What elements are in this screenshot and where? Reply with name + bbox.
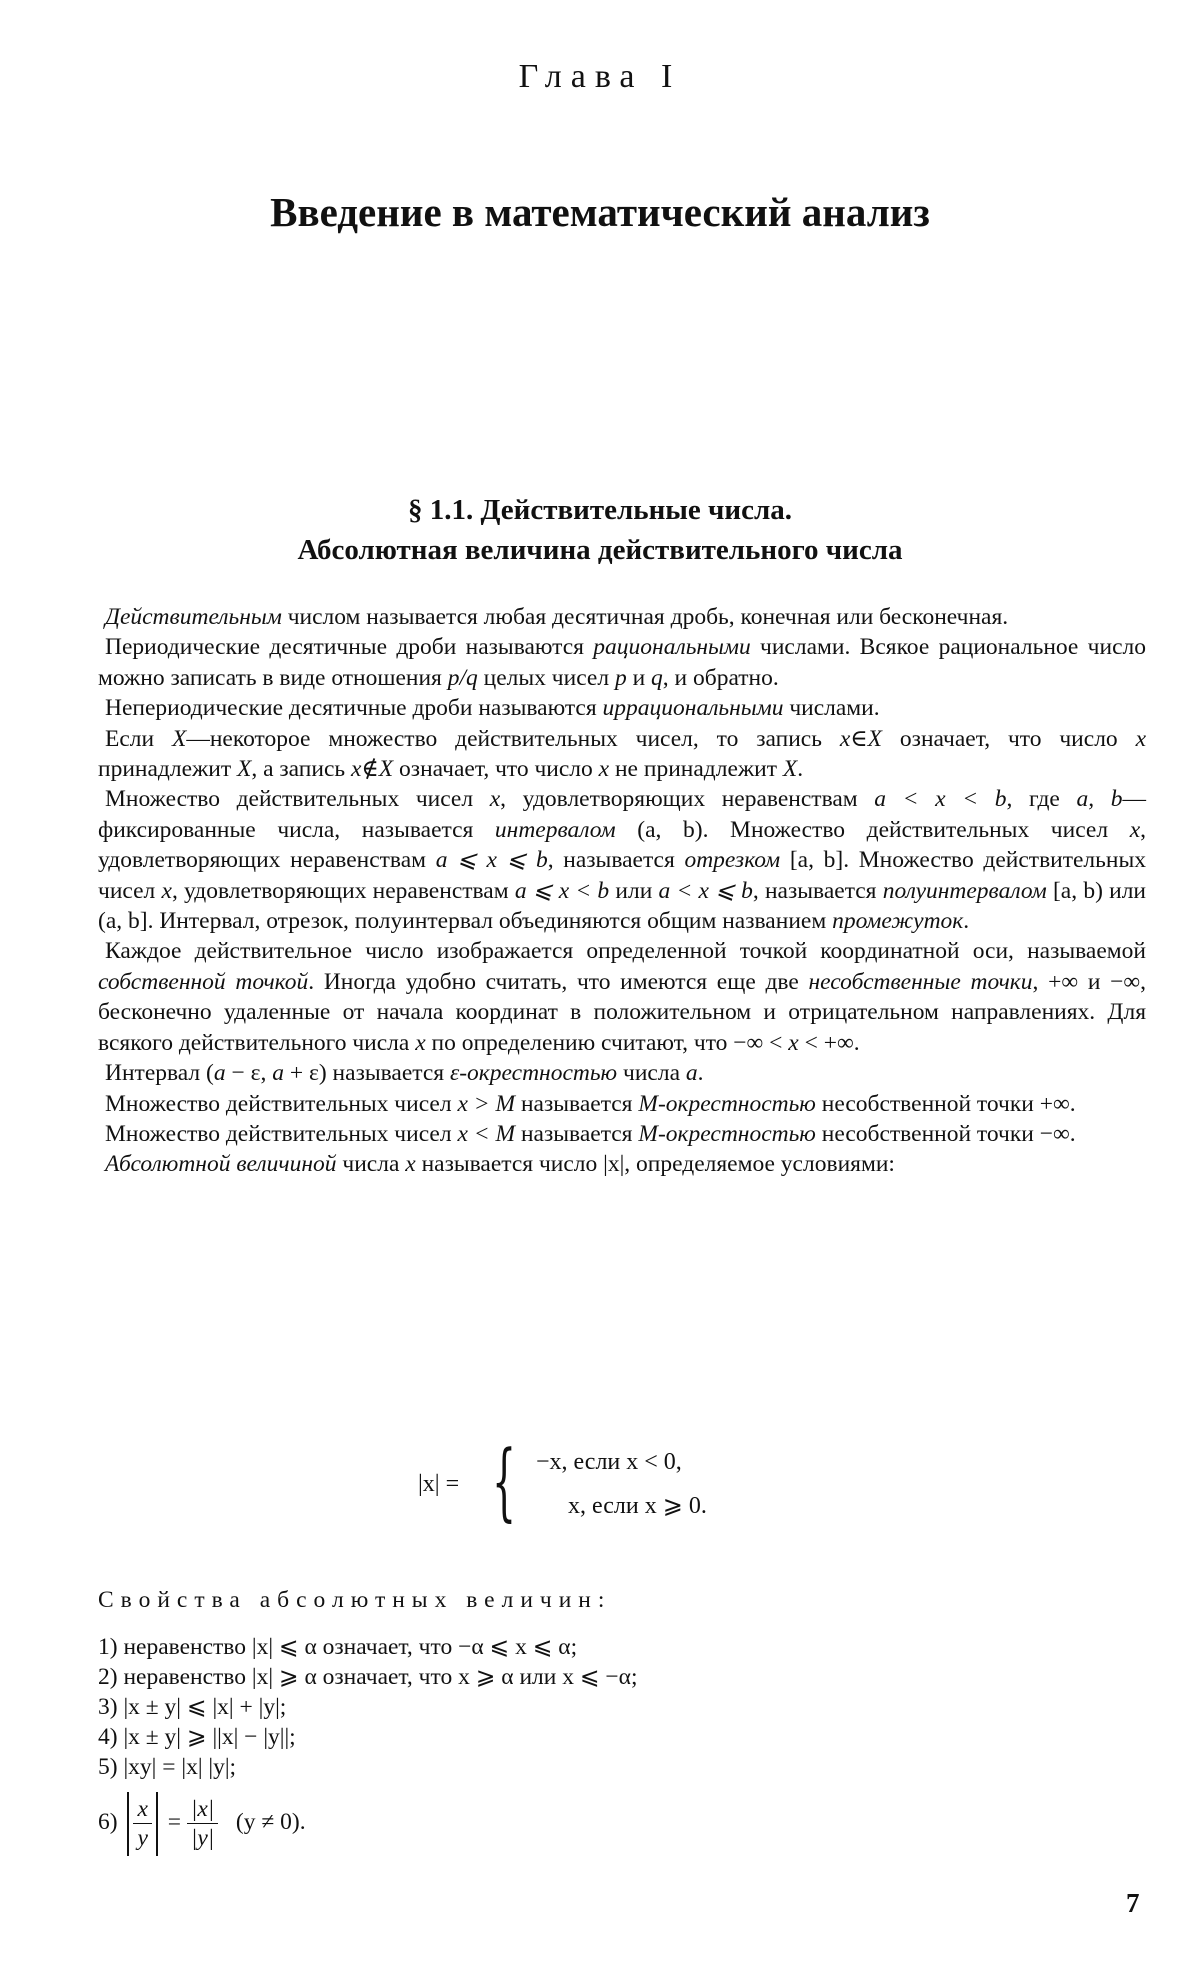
text-run: , +∞ и −∞, бесконечно удаленные от начала координат в положительном и отрицательном направлениях. Для всякого действительного числа	[98, 968, 1146, 1056]
text-run: .	[963, 908, 970, 935]
emphasized-term: несобственные точки	[808, 968, 1033, 995]
text-run: и	[626, 664, 652, 691]
emphasized-term: x	[489, 786, 501, 813]
property-item: 1) неравенство |x| ⩽ α означает, что −α ⩽ x ⩽ α;	[98, 1634, 578, 1660]
text-run: (a, b). Множество действительных чисел	[615, 816, 1130, 843]
emphasized-term: a	[685, 1060, 698, 1087]
text-run: , и обратно.	[662, 664, 779, 691]
emphasized-term: a	[272, 1060, 284, 1087]
paragraph	[98, 784, 1146, 936]
text-run: или	[609, 877, 659, 904]
properties-list	[98, 1632, 638, 1862]
property-item: 5) |xy| = |x| |y|;	[98, 1754, 237, 1780]
chapter-title: Введение в математический анализ	[270, 189, 930, 235]
emphasized-term: промежуток	[832, 908, 964, 935]
text-run: означает, что число	[882, 725, 1136, 752]
formula-case-2: x, если x ⩾ 0.	[568, 1493, 707, 1519]
emphasized-term: рациональными	[593, 634, 751, 661]
chapter-heading: Глава I	[518, 58, 682, 95]
abs-bar-left	[127, 1792, 129, 1856]
paragraph	[98, 1089, 1146, 1119]
emphasized-term: x	[1135, 725, 1146, 752]
text-run: означает, что число	[393, 756, 599, 783]
text-run: по определению считают, что −∞ <	[425, 1029, 789, 1056]
section-heading	[0, 490, 1200, 570]
paragraph	[98, 1149, 1146, 1179]
text-run: , удовлетворяющих неравенствам	[98, 816, 1146, 874]
text-run: , где	[1006, 786, 1077, 813]
fraction-numerator: x	[133, 1795, 151, 1824]
text-run: Каждое действительное число изображается определенной точкой координатной оси, называемой	[105, 938, 1146, 965]
text-run: . Иногда удобно считать, что имеются еще две	[308, 968, 809, 995]
text-run: Если	[105, 725, 172, 752]
emphasized-term: x > M	[457, 1090, 516, 1117]
text-run: несобственной точки −∞.	[815, 1120, 1076, 1147]
paragraph	[98, 602, 1146, 632]
text-run: Интервал (	[105, 1060, 214, 1087]
property-item-6	[98, 1782, 638, 1862]
text-run: —фиксированные числа, называется	[98, 786, 1146, 843]
text-run: Периодические десятичные дроби называются	[105, 634, 594, 661]
fraction-denominator: |y|	[190, 1825, 215, 1852]
text-run: несобственной точки +∞.	[815, 1090, 1076, 1117]
text-run: − ε,	[225, 1060, 273, 1087]
emphasized-term: Действительным	[105, 604, 282, 630]
emphasized-term: q	[651, 664, 663, 691]
emphasized-term: x∉X	[350, 756, 394, 783]
emphasized-term: ε-окрестностью	[449, 1060, 618, 1087]
paragraph	[98, 1119, 1146, 1149]
text-run: Непериодические десятичные дроби называются	[105, 695, 603, 722]
text-run: , удовлетворяющих неравенствам	[171, 877, 515, 904]
text-run: Множество действительных чисел	[105, 786, 490, 813]
emphasized-term: x∈X	[839, 725, 883, 752]
emphasized-term: полуинтервалом	[882, 877, 1047, 904]
text-run: [a, b) или (a, b]. Интервал, отрезок, полуинтервал объединяются общим названием	[98, 877, 1146, 935]
paragraph	[98, 936, 1146, 1058]
emphasized-term: X	[782, 756, 798, 783]
emphasized-term: x	[788, 1029, 799, 1056]
emphasized-term: Абсолютной величиной	[105, 1151, 337, 1178]
section-heading-line-2: Абсолютная величина действительного числа	[297, 534, 903, 566]
text-run: , а запись	[251, 756, 351, 783]
fraction-numerator: |x|	[187, 1795, 218, 1824]
text-run: Множество действительных чисел	[105, 1090, 458, 1117]
text-run: числами.	[783, 695, 880, 722]
paragraph	[98, 693, 1146, 723]
emphasized-term: отрезком	[684, 847, 781, 874]
text-run: называется	[515, 1120, 639, 1147]
fraction-denominator: y	[137, 1825, 148, 1852]
text-run: целых чисел	[477, 664, 615, 691]
property-item: 2) неравенство |x| ⩾ α означает, что x ⩾ α или x ⩽ −α;	[98, 1664, 638, 1690]
text-run: , называется	[752, 877, 883, 904]
property-6-label: 6)	[98, 1809, 118, 1835]
emphasized-term: a < x ⩽ b	[658, 877, 753, 904]
property-6-condition: (y ≠ 0).	[235, 1809, 306, 1835]
emphasized-term: M-окрестностью	[638, 1090, 816, 1117]
fraction-x-over-y	[133, 1795, 151, 1852]
emphasized-term: a ⩽ x < b	[514, 877, 610, 904]
text-run: называется	[515, 1090, 639, 1117]
properties-heading: Свойства абсолютных величин:	[98, 1587, 612, 1613]
emphasized-term: x	[161, 877, 172, 904]
fraction-abs-x-over-abs-y	[187, 1795, 218, 1852]
emphasized-term: иррациональными	[602, 695, 784, 722]
page-number: 7	[1126, 1888, 1140, 1918]
text-run: числа	[617, 1060, 686, 1087]
abs-bar-right	[156, 1792, 158, 1856]
paragraph	[98, 1058, 1146, 1088]
property-item: 3) |x ± y| ⩽ |x| + |y|;	[98, 1694, 287, 1720]
emphasized-term: a, b	[1076, 786, 1123, 813]
formula-lhs: |x| =	[418, 1471, 460, 1497]
paragraph	[98, 632, 1146, 693]
emphasized-term: X	[236, 756, 252, 783]
text-run: не принадлежит	[609, 756, 783, 783]
emphasized-term: x	[415, 1029, 426, 1056]
emphasized-term: p/q	[447, 664, 478, 691]
text-run: называется число |x|, определяемое условиями:	[415, 1151, 895, 1178]
text-run: [a, b]. Множество действительных чисел	[98, 847, 1146, 904]
text-run: + ε) называется	[283, 1060, 450, 1087]
paragraph	[98, 724, 1146, 785]
text-run: числами. Всякое рациональное число можно записать в виде отношения	[98, 634, 1146, 691]
emphasized-term: M-окрестностью	[638, 1120, 816, 1147]
emphasized-term: x < M	[457, 1120, 516, 1147]
text-run: , удовлетворяющих неравенствам	[500, 786, 875, 813]
text-run: принадлежит	[98, 756, 237, 783]
emphasized-term: x	[1129, 816, 1141, 843]
section-heading-line-1: § 1.1. Действительные числа.	[407, 494, 793, 526]
property-item: 4) |x ± y| ⩾ ||x| − |y||;	[98, 1724, 296, 1750]
body-text	[98, 602, 1146, 1180]
text-run: числом называется любая десятичная дробь, конечная или бесконечная.	[281, 604, 1009, 630]
text-run: Множество действительных чисел	[105, 1120, 458, 1147]
text-run: .	[797, 756, 804, 783]
emphasized-term: a	[213, 1060, 226, 1087]
formula-case-1: −x, если x < 0,	[536, 1449, 682, 1475]
left-brace-symbol: {	[492, 1432, 517, 1530]
emphasized-term: X	[171, 725, 187, 752]
emphasized-term: p	[614, 664, 627, 691]
emphasized-term: a ⩽ x ⩽ b	[435, 847, 548, 874]
emphasized-term: собственной точкой	[98, 968, 309, 995]
emphasized-term: x	[598, 756, 610, 783]
emphasized-term: x	[405, 1151, 416, 1178]
text-run: —некоторое множество действительных чисел, то запись	[186, 725, 840, 752]
text-run: .	[697, 1060, 704, 1087]
text-run: числа	[336, 1151, 406, 1178]
equals-sign: =	[167, 1809, 182, 1835]
text-run: , называется	[547, 847, 685, 874]
emphasized-term: интервалом	[494, 816, 616, 843]
emphasized-term: a < x < b	[874, 786, 1007, 813]
text-run: < +∞.	[798, 1029, 860, 1056]
